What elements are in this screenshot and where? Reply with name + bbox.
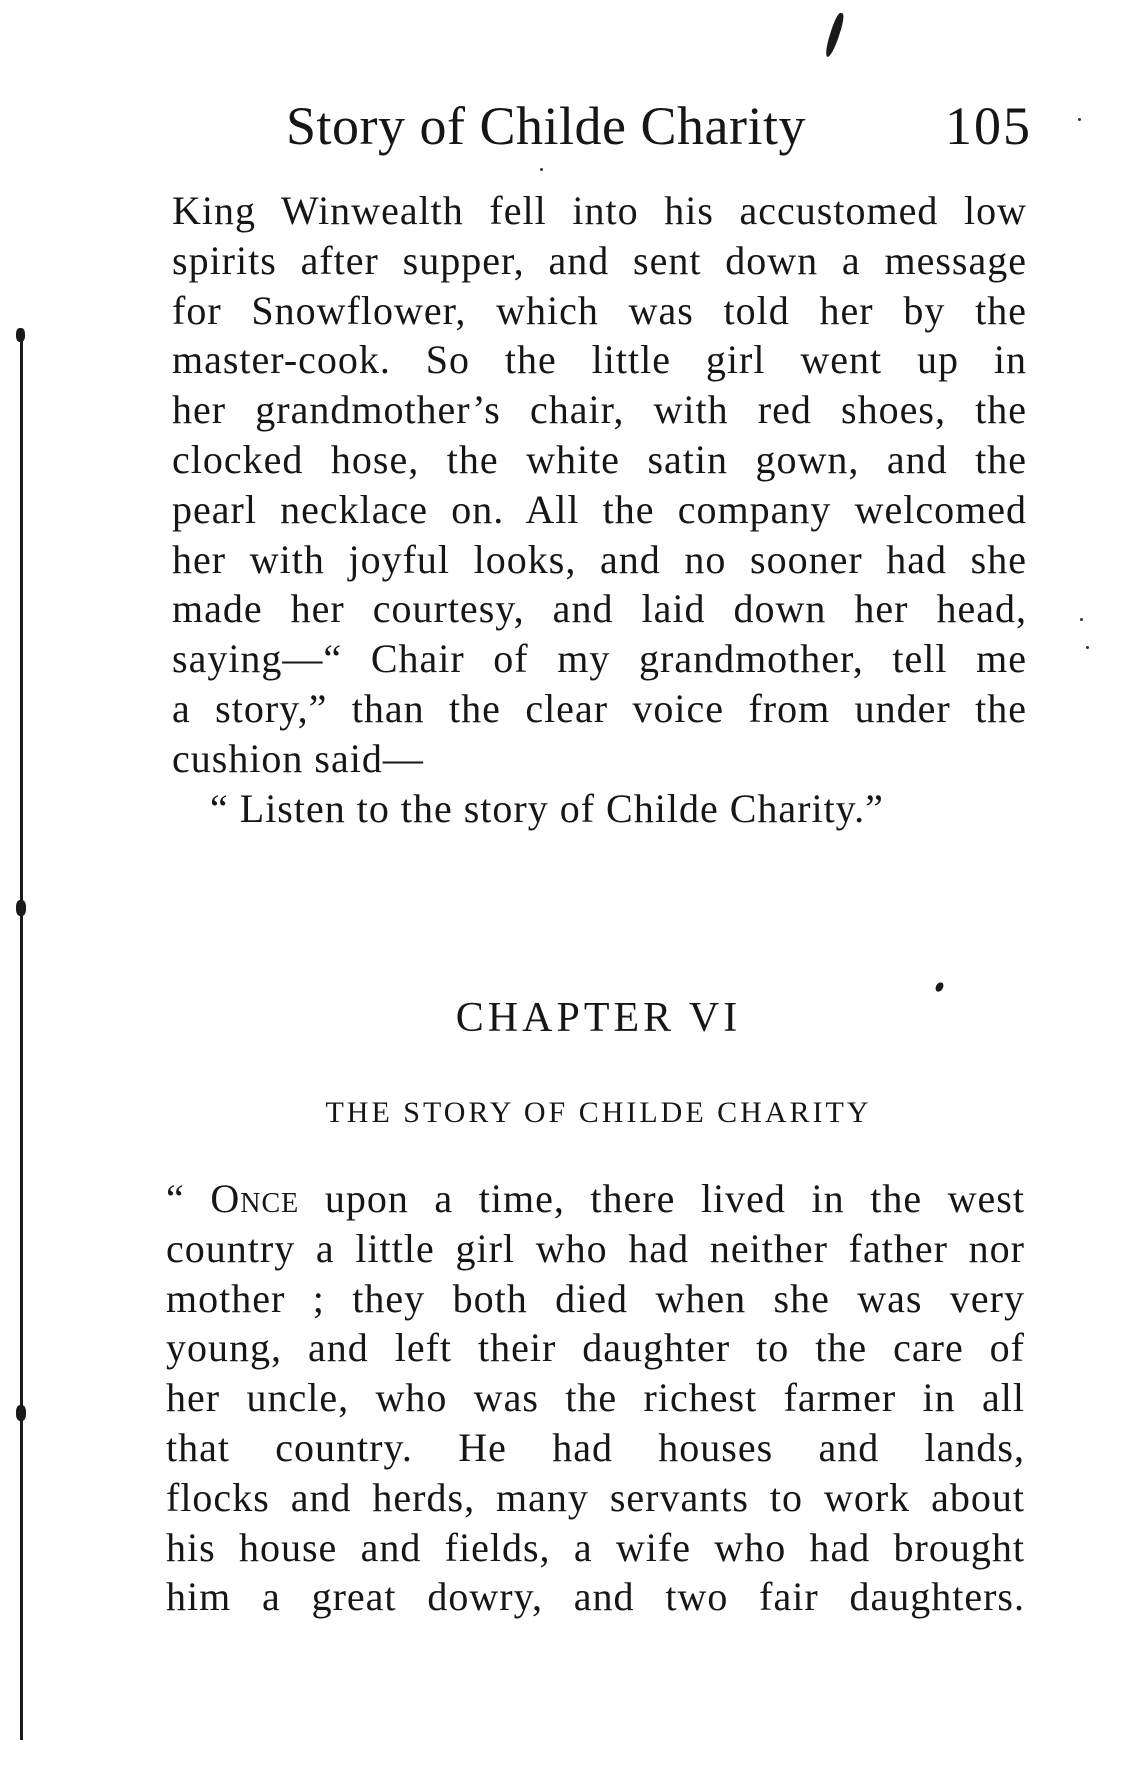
chapter-heading: CHAPTER VI: [455, 995, 742, 1041]
text-line: pearl necklace on. All the company welcomed: [172, 486, 1027, 532]
text-line: her grandmother’s chair, with red shoes, the: [172, 387, 1027, 433]
text-line: a story,” than the clear voice from under the: [172, 685, 1027, 731]
paper-speck: [1078, 118, 1081, 121]
paper-speck: [1080, 618, 1083, 621]
text-line: cushion said—: [172, 735, 424, 781]
quote-line: “ Listen to the story of Childe Charity.”: [210, 786, 884, 831]
ink-blot-mark: [823, 12, 846, 59]
text-line: flocks and herds, many servants to work about: [166, 1474, 1025, 1520]
text-line: King Winwealth fell into his accustomed low: [172, 188, 1027, 233]
text-line: that country. He had houses and lands,: [166, 1424, 1025, 1470]
text-line: for Snowflower, which was told her by the: [172, 287, 1027, 333]
text-line: her with joyful looks, and no sooner had she: [172, 536, 1027, 582]
open-quote: “: [166, 1176, 211, 1221]
text-line: spirits after supper, and sent down a message: [172, 237, 1027, 283]
text-line: saying—“ Chair of my grandmother, tell me: [172, 636, 1027, 682]
chapter-subtitle: THE STORY OF CHILDE CHARITY: [325, 1096, 872, 1129]
text-line: master-cook. So the little girl went up in: [172, 337, 1027, 383]
binding-stitch-mark: [16, 1405, 26, 1421]
text-line-first: [166, 1174, 1025, 1224]
binding-stitch-mark: [16, 900, 26, 916]
binding-stitch-mark: [16, 328, 25, 342]
paper-speck: [540, 168, 543, 171]
running-header: [286, 96, 1032, 156]
text-line: country a little girl who had neither father nor: [166, 1225, 1025, 1271]
text-line: mother ; they both died when she was very: [166, 1275, 1025, 1321]
text-line: him a great dowry, and two fair daughters.: [166, 1574, 1025, 1620]
drop-word: Once: [210, 1176, 300, 1221]
text-line: her uncle, who was the richest farmer in all: [166, 1375, 1025, 1421]
running-title: Story of Childe Charity: [286, 96, 806, 156]
paragraph-story-opening: [166, 1174, 1025, 1622]
text-line: young, and left their daughter to the care of: [166, 1325, 1025, 1371]
text-line: clocked hose, the white satin gown, and the: [172, 436, 1027, 482]
ink-speck-mark: [934, 981, 945, 993]
first-line-rest: upon a time, there lived in the west: [299, 1176, 1025, 1221]
paper-speck: [1086, 646, 1089, 649]
text-line: his house and fields, a wife who had brought: [166, 1524, 1025, 1570]
paragraph-intro: [172, 186, 1027, 784]
page-number: 105: [945, 96, 1032, 156]
text-line: made her courtesy, and laid down her head,: [172, 586, 1027, 632]
